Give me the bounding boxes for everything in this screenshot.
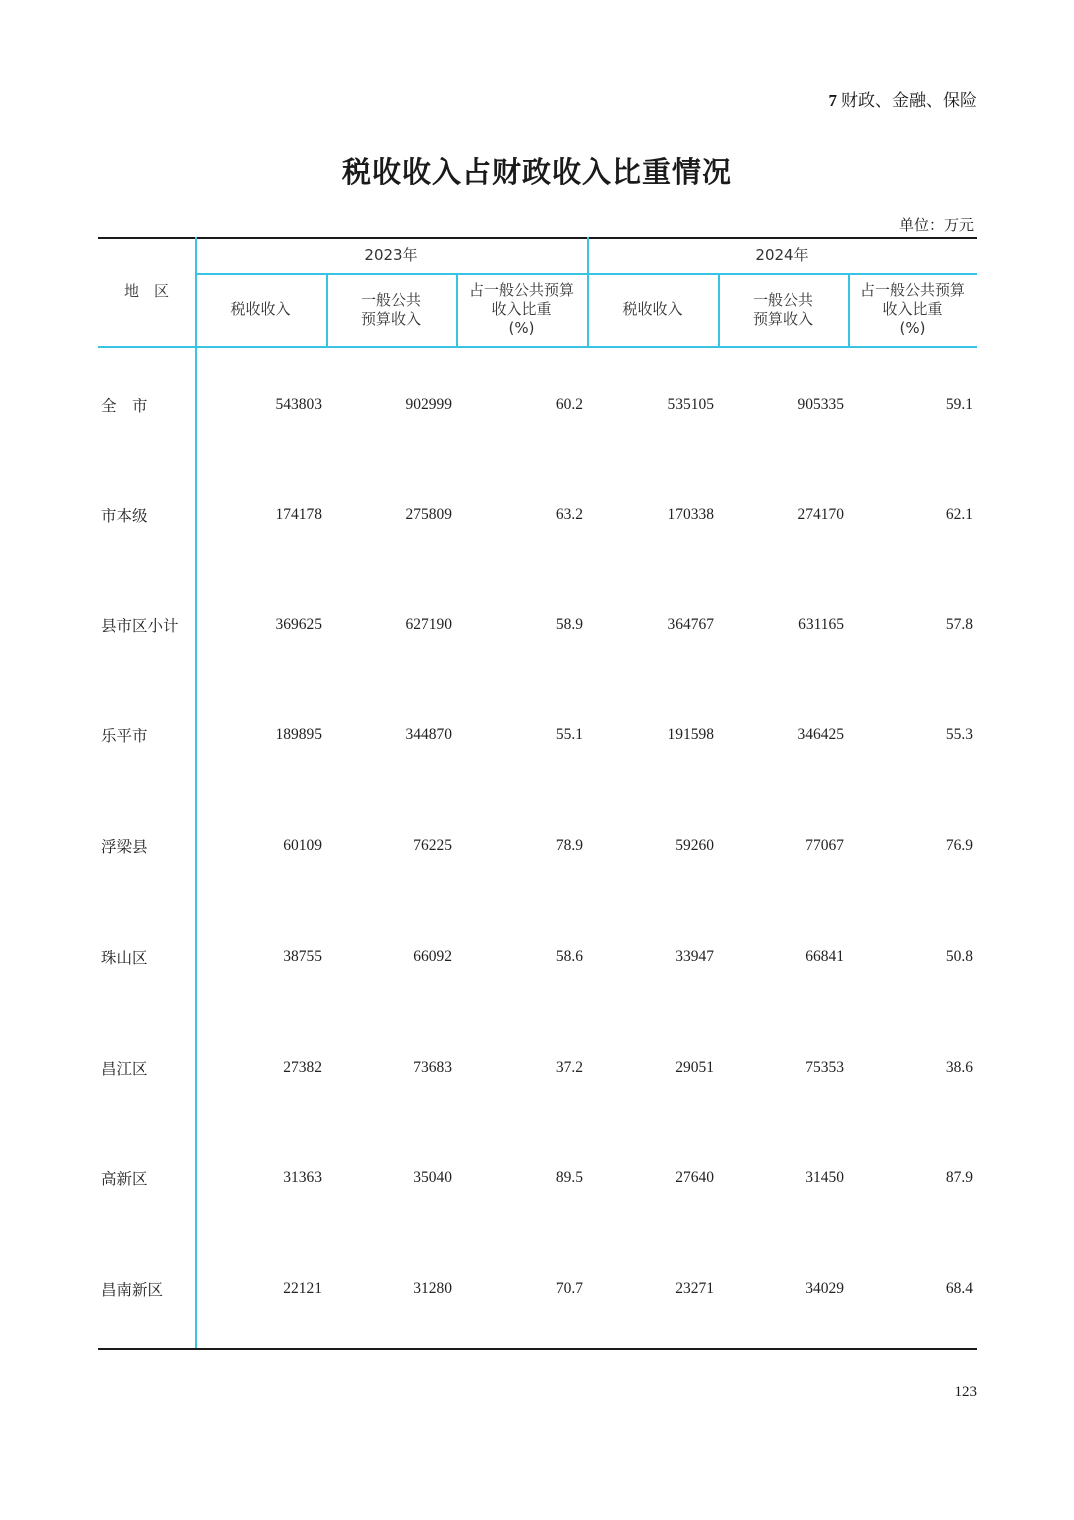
table-cell: 543803 <box>275 396 322 413</box>
table-cell: 66841 <box>805 948 844 965</box>
chapter-number: 7 <box>828 91 837 110</box>
column-header-line: (%) <box>899 319 926 337</box>
table-cell: 23271 <box>675 1280 714 1297</box>
table-cell: 60109 <box>283 837 322 854</box>
chapter-heading <box>829 86 978 111</box>
table-cell: 27640 <box>675 1169 714 1186</box>
region-name: 昌南新区 <box>101 1281 164 1299</box>
table-cell: 87.9 <box>945 1169 973 1186</box>
table-cell: 77067 <box>805 837 844 854</box>
column-header <box>195 273 326 346</box>
region-name: 乐平市 <box>101 727 148 745</box>
table-cell: 29051 <box>675 1059 714 1076</box>
table-cell: 170338 <box>667 506 714 523</box>
column-header-line: 一般公共 <box>752 290 813 309</box>
table-cell: 275809 <box>405 506 452 523</box>
table-cell: 174178 <box>275 506 322 523</box>
header-bottom-rule <box>98 346 977 348</box>
year-label: 2023年 <box>364 245 418 264</box>
column-header-line: 预算收入 <box>752 309 813 328</box>
table-cell: 346425 <box>797 726 844 743</box>
column-header-line: (%) <box>508 319 535 337</box>
table-cell: 73683 <box>413 1059 452 1076</box>
table-cell: 63.2 <box>555 506 583 523</box>
column-header-line: 税收收入 <box>230 300 291 318</box>
column-header-line: 税收收入 <box>622 300 683 318</box>
year-header <box>195 237 587 273</box>
table-cell: 59.1 <box>945 396 973 413</box>
table-cell: 27382 <box>283 1059 322 1076</box>
table-cell: 55.1 <box>555 726 583 743</box>
table-cell: 60.2 <box>555 396 583 413</box>
table-cell: 274170 <box>797 506 844 523</box>
table-cell: 627190 <box>405 616 452 633</box>
table-cell: 191598 <box>667 726 714 743</box>
region-header <box>98 282 195 392</box>
column-header-line: 一般公共 <box>360 290 421 309</box>
region-name: 浮梁县 <box>101 838 148 856</box>
column-header-line: 占一般公共预算 <box>859 281 965 299</box>
column-header <box>456 273 587 346</box>
table-cell: 34029 <box>805 1280 844 1297</box>
table-cell: 57.8 <box>945 616 973 633</box>
table-cell: 58.9 <box>555 616 583 633</box>
table-cell: 38.6 <box>945 1059 973 1076</box>
year-header <box>587 237 977 273</box>
chapter-title: 财政、金融、保险 <box>841 91 977 111</box>
table-cell: 535105 <box>667 396 714 413</box>
column-header <box>587 273 718 346</box>
table-cell: 62.1 <box>945 506 973 523</box>
table-cell: 902999 <box>405 396 452 413</box>
table-cell: 37.2 <box>555 1059 583 1076</box>
table-cell: 89.5 <box>555 1169 583 1186</box>
column-header-line: 预算收入 <box>360 309 421 328</box>
table-cell: 344870 <box>405 726 452 743</box>
table-bottom-rule <box>98 1348 977 1350</box>
table-cell: 75353 <box>805 1059 844 1076</box>
table-cell: 631165 <box>798 616 844 633</box>
table-cell: 31450 <box>805 1169 844 1186</box>
region-name: 全 市 <box>101 397 148 415</box>
table-cell: 22121 <box>283 1280 322 1297</box>
region-name: 县市区小计 <box>101 617 179 635</box>
page-number: 123 <box>954 1384 977 1400</box>
column-header <box>326 273 456 346</box>
table-cell: 35040 <box>413 1169 452 1186</box>
column-header <box>718 273 848 346</box>
region-name: 市本级 <box>101 507 148 525</box>
column-header <box>848 273 977 346</box>
table-cell: 66092 <box>413 948 452 965</box>
region-name: 高新区 <box>101 1170 148 1188</box>
table-cell: 905335 <box>797 396 844 413</box>
region-header-label: 地 区 <box>123 282 169 300</box>
table-cell: 70.7 <box>555 1280 583 1297</box>
table-cell: 78.9 <box>555 837 583 854</box>
column-header-line: 占一般公共预算 <box>468 281 574 299</box>
table-cell: 58.6 <box>555 948 583 965</box>
table-cell: 33947 <box>675 948 714 965</box>
year-label: 2024年 <box>755 245 809 264</box>
column-header-line: 收入比重 <box>491 300 552 318</box>
table-cell: 76225 <box>413 837 452 854</box>
page-title: 税收收入占财政收入比重情况 <box>341 155 732 189</box>
column-header-line: 收入比重 <box>882 300 943 318</box>
unit-label: 单位：万元 <box>898 216 974 234</box>
table-cell: 55.3 <box>945 726 973 743</box>
table-cell: 369625 <box>275 616 322 633</box>
table-cell: 50.8 <box>945 948 973 965</box>
table-cell: 31280 <box>413 1280 452 1297</box>
table-cell: 38755 <box>283 948 322 965</box>
region-name: 昌江区 <box>101 1060 148 1078</box>
table-cell: 68.4 <box>945 1280 973 1297</box>
region-name: 珠山区 <box>101 949 148 967</box>
table-cell: 59260 <box>675 837 714 854</box>
table-cell: 364767 <box>667 616 714 633</box>
table-cell: 189895 <box>275 726 322 743</box>
table-cell: 76.9 <box>945 837 973 854</box>
table-cell: 31363 <box>283 1169 322 1186</box>
